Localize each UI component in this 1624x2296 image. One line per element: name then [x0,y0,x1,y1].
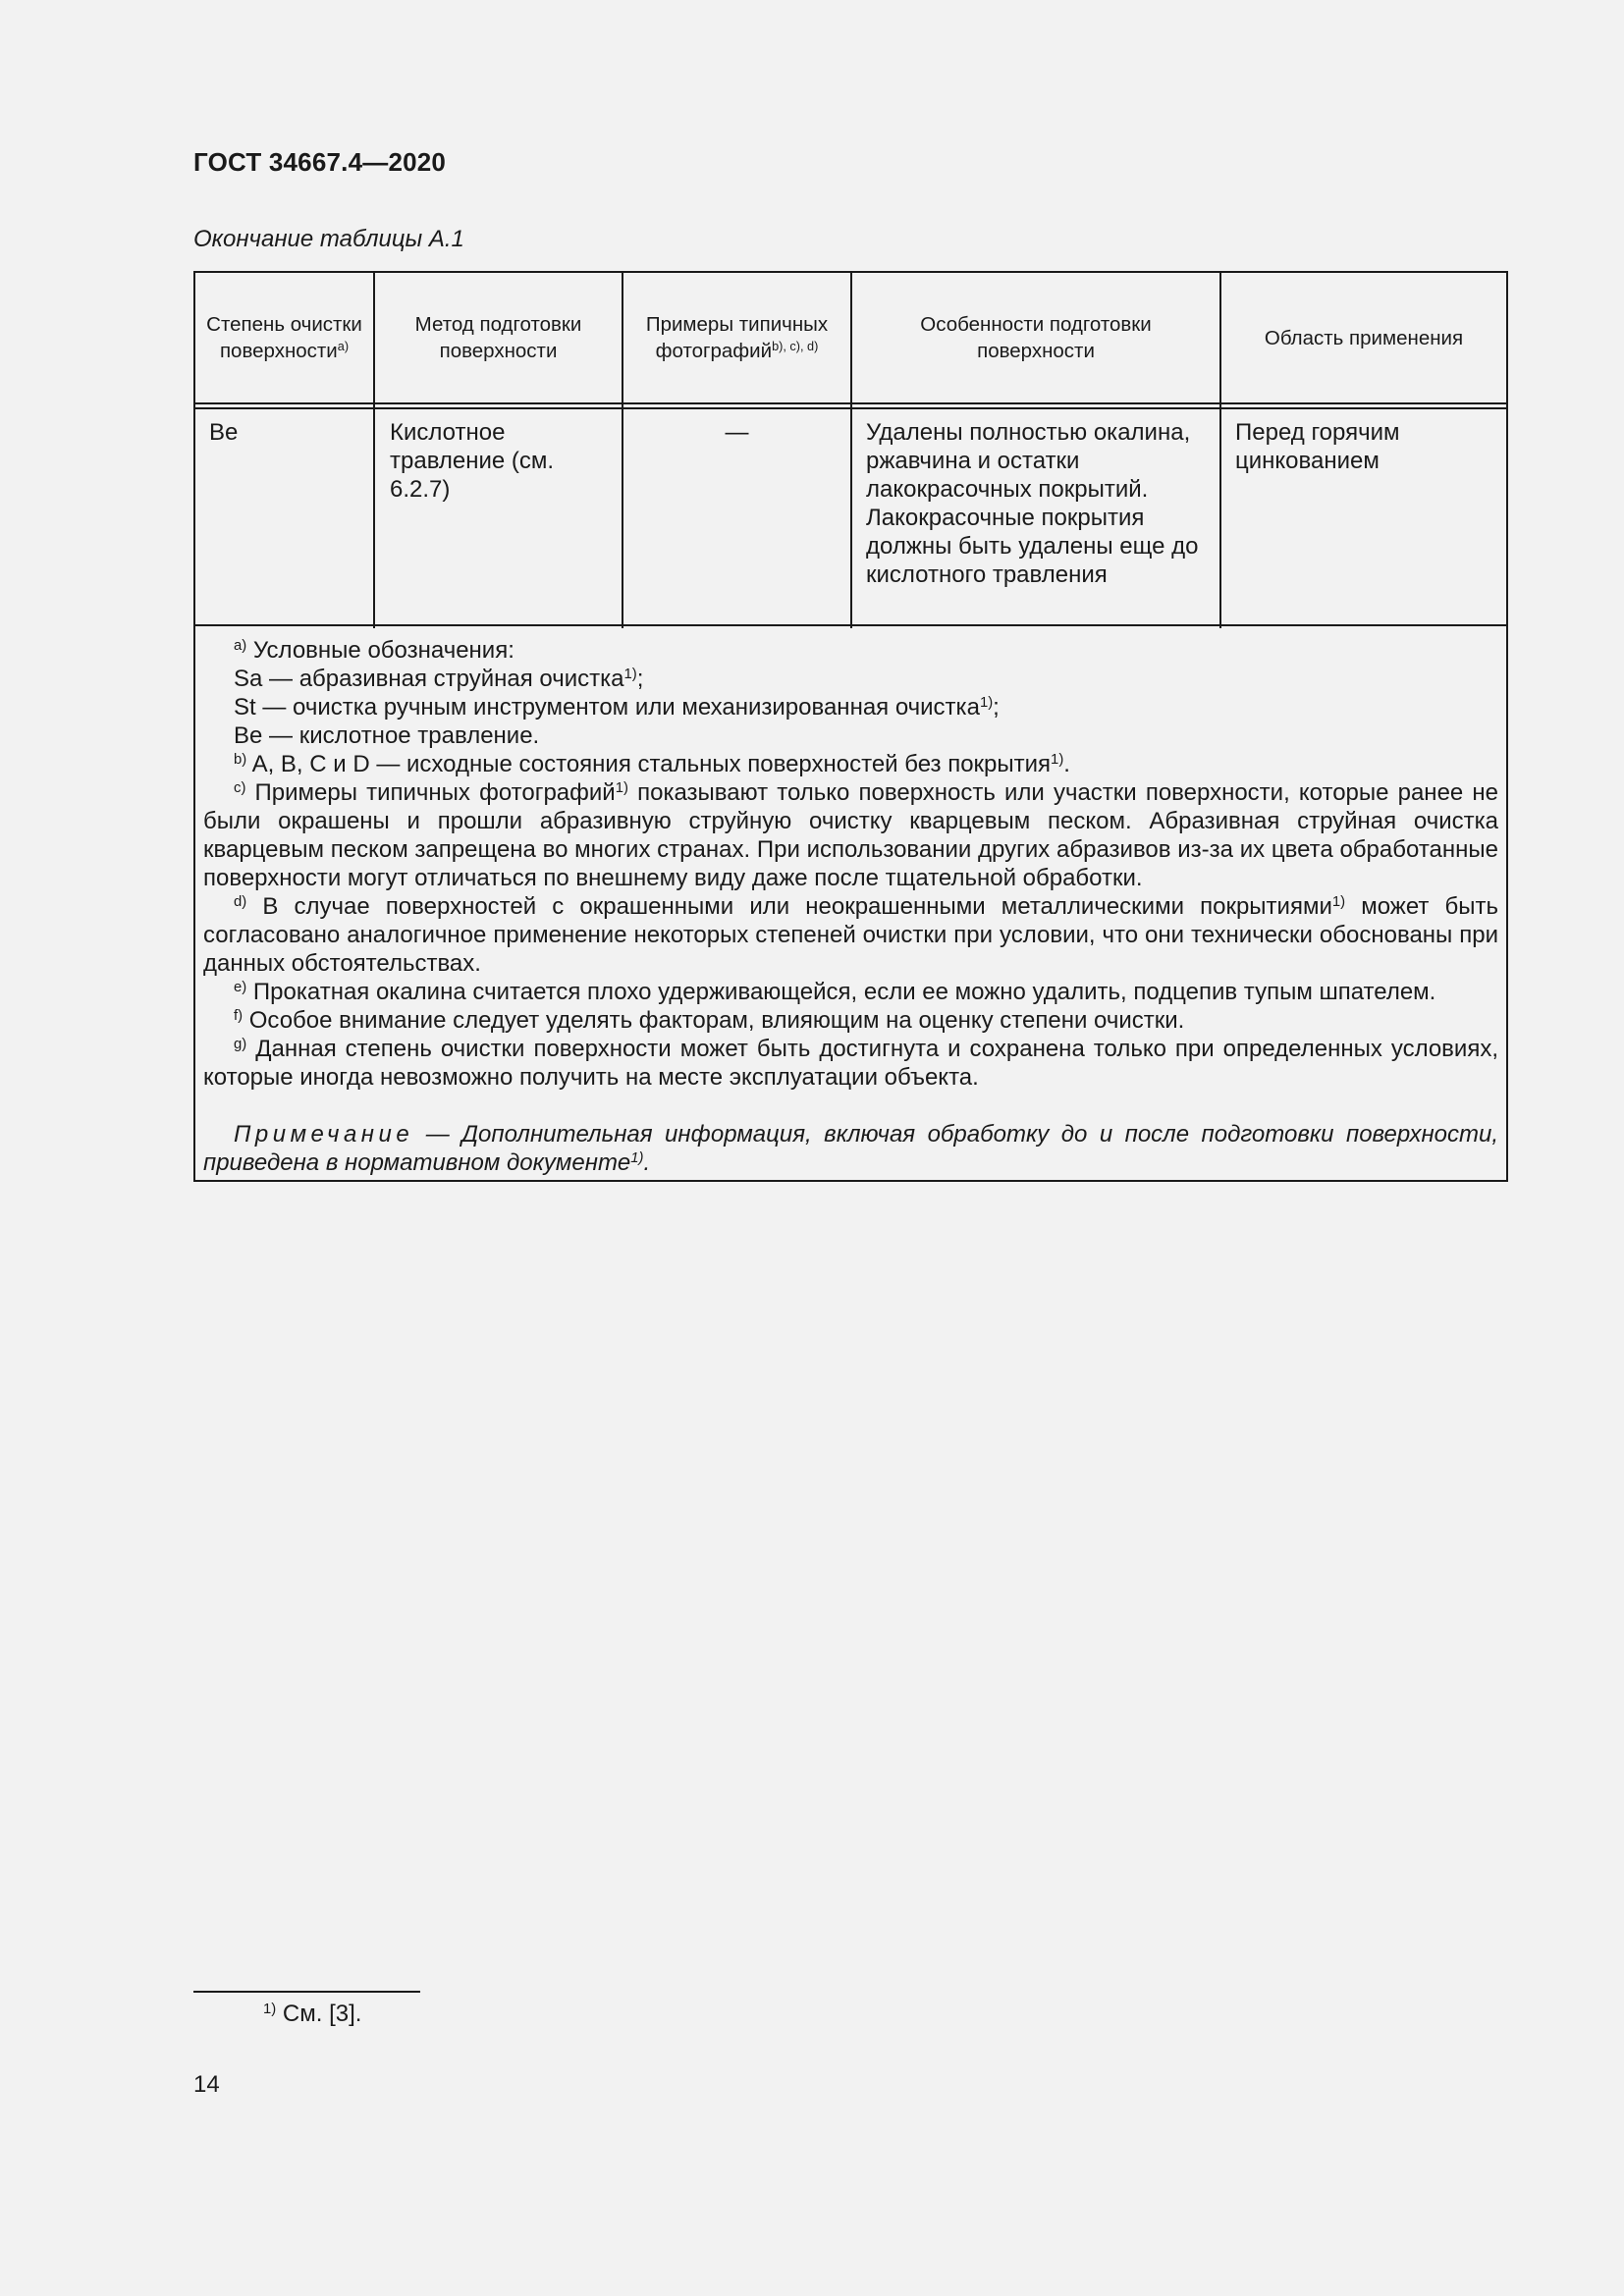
note-a-mark: a) [234,637,247,654]
note-b-mark: b) [234,751,247,768]
footnote-divider [193,1991,420,1993]
note-a-text: Условные обозначения: [252,637,514,664]
header-grade-label: Степень очистки поверхности [206,313,362,362]
header-features [852,273,1219,402]
header-photos-label: Примеры типичных фотографий [645,313,829,362]
note-a-sa-text: Sa — абразивная струйная очистка [234,666,624,692]
footnote-ref: 1) [979,694,994,711]
note-f [203,1006,1498,1035]
row-be-application: Перед горячим цинкованием [1235,419,1400,474]
note-e-mark: e) [234,979,247,995]
note-a-be-text: Be — кислотное травление. [234,722,540,749]
document-header: ГОСТ 34667.4—2020 [193,147,447,177]
header-method-label: Метод подготовки поверхности [414,313,582,362]
note-c [203,778,1498,892]
footnote-ref: 1) [630,1149,644,1166]
note-g [203,1035,1498,1092]
header-method [375,273,622,402]
footnote-ref: 1) [615,779,628,796]
row-be-photos: — [725,419,749,446]
note-g-mark: g) [234,1036,247,1052]
page-number: 14 [193,2071,220,2098]
header-grade-sup: a) [337,339,350,354]
footnote-text: См. [3]. [282,2001,362,2027]
note-d-text-2: может быть согласовано аналогичное применение некоторых степеней очистки при условии, что они технически обоснованы при данных обстоятельствах. [203,893,1498,977]
footnote-ref: 1) [1331,893,1346,910]
footnote [263,2001,361,2028]
note-a-st: St — очистка ручным инструментом или механизированная очистка$^{1)}$; [234,694,1000,721]
note-a [203,636,1498,665]
standards-table [193,271,1508,1182]
header-application-label: Область применения [1264,326,1464,349]
table-notes [203,636,1498,1177]
footnote-ref: 1) [1051,751,1064,768]
remark-label: Примечание [234,1121,414,1148]
note-a-st-text: St — очистка ручным инструментом или механизированная очистка [234,694,980,721]
row-be-grade: Be [209,419,239,446]
footnote-mark: 1) [263,2001,277,2017]
header-rule [195,402,1506,404]
header-application [1221,273,1506,402]
table-caption: Окончание таблицы А.1 [193,226,464,252]
header-photos [623,273,850,402]
note-e-text: Прокатная окалина считается плохо удерживающейся, если ее можно удалить, подцепив тупым шпателем. [252,979,1436,1005]
note-a-be [203,721,1498,750]
note-c-mark: c) [234,779,246,796]
remark-text: — Дополнительная информация, включая обработку до и после подготовки поверхности, приведена в нормативном документе [203,1121,1499,1176]
table-remark: Примечание — Дополнительная информация, включая обработку до и после подготовки поверхности, приведена в нормативном документе$^{1)}$. [203,1121,1499,1176]
footnote-ref: 1) [623,666,637,682]
header-rule [195,407,1506,409]
note-f-text: Особое внимание следует уделять факторам, влияющим на оценку степени очистки. [248,1007,1185,1034]
row-rule [195,624,1506,626]
row-be-features: Удалены полностью окалина, ржавчина и остатки лакокрасочных покрытий. Лакокрасочные покрытия должны быть удалены еще до кислотного травления [866,419,1199,588]
header-grade [195,273,373,402]
note-d-text-1: В случае поверхностей с окрашенными или неокрашенными металлическими покрытиями [262,893,1332,920]
note-f-mark: f) [234,1007,244,1024]
note-c-text-1: Примеры типичных фотографий [254,779,616,806]
note-a-sa: Sa — абразивная струйная очистка$^{1)}$; [234,666,644,692]
note-c-text-2: показывают только поверхность или участки поверхности, которые ранее не были окрашены и прошли абразивную струйную очистку кварцевым песком. Абразивная струйная очистка кварцевым песком запрещена во многих странах. При использовании других абразивов из-за их цвета обработанные поверхности могут отличаться по внешнему виду даже после тщательной обработки. [203,779,1498,891]
note-b-text: A, B, C и D — исходные состояния стальных поверхностей без покрытия [251,751,1052,777]
note-g-text: Данная степень очистки поверхности может быть достигнута и сохранена только при определенных условиях, которые иногда невозможно получить на месте эксплуатации объекта. [203,1036,1499,1091]
note-e [203,978,1498,1006]
note-d-mark: d) [234,893,247,910]
header-photos-sup: b), c), d) [772,339,819,354]
header-features-label: Особенности подготовки поверхности [920,313,1152,362]
note-b: $^{b)}$ A, B, C и D — исходные состояния стальных поверхностей без покрытия$^{1)}$. [234,751,1070,777]
row-be-method: Кислотное травление (см. 6.2.7) [390,419,555,503]
note-d [203,892,1498,978]
